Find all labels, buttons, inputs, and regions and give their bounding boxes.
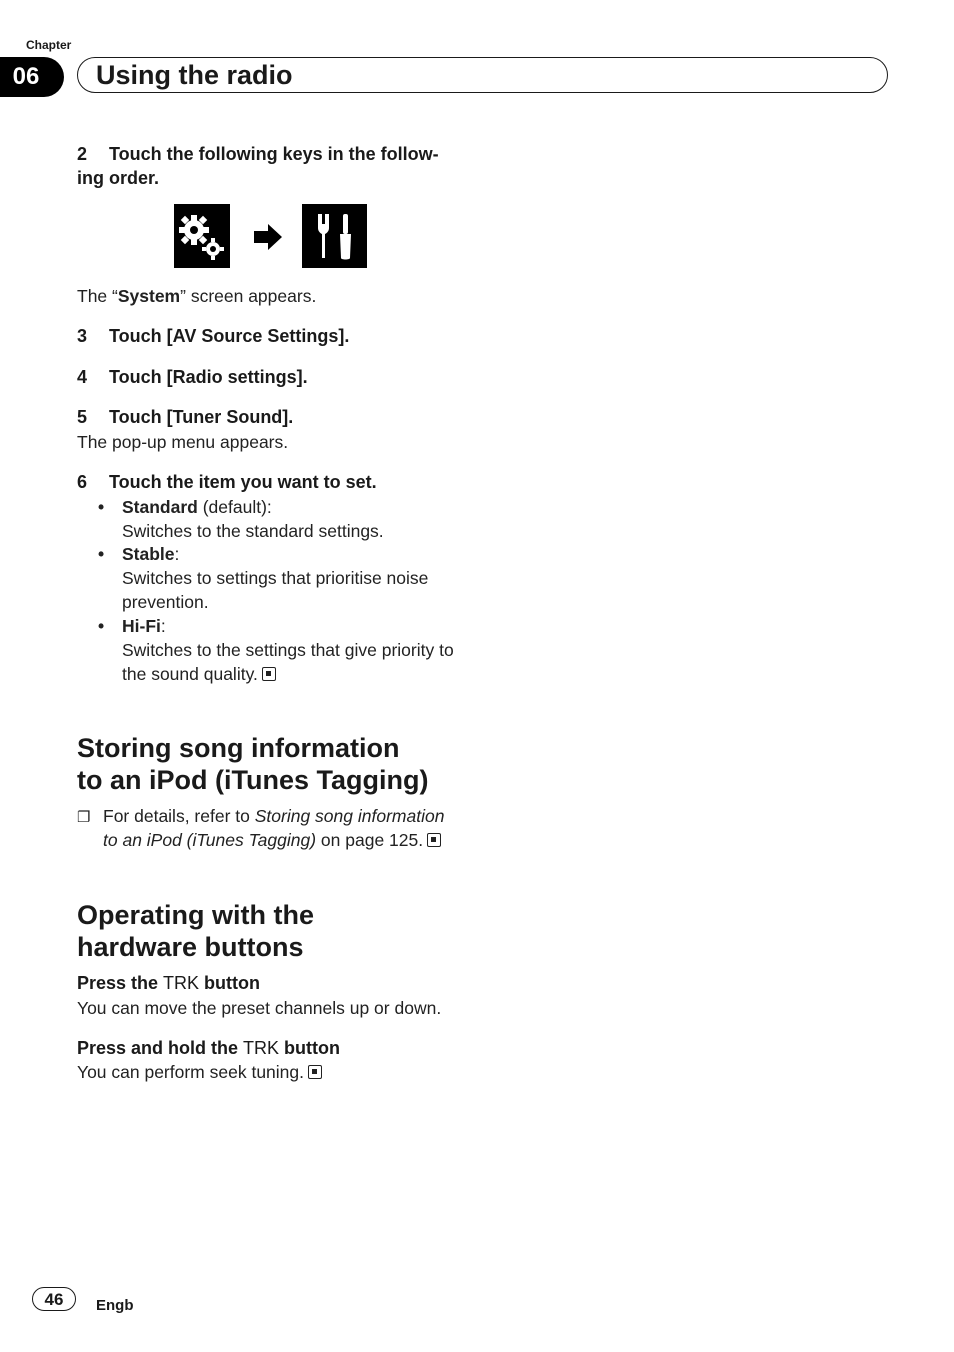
option-suffix: : [174, 544, 180, 564]
popup-note: The pop-up menu appears. [77, 432, 289, 452]
step-4 [77, 365, 308, 389]
option-name: Standard [122, 497, 198, 517]
ref-link[interactable]: Storing song information [254, 806, 445, 826]
heading-text: button [199, 973, 261, 993]
step-number: 4 [77, 367, 88, 387]
step-text: Touch the following keys in the follow- [109, 144, 439, 164]
step-number: 5 [77, 407, 88, 427]
option-suffix: : [160, 616, 166, 636]
right-arrow-icon [252, 222, 284, 252]
step-number: 6 [77, 472, 88, 492]
note-bold: System [117, 286, 181, 306]
chapter-label: Chapter [26, 38, 72, 52]
language-code: Engb [96, 1297, 134, 1314]
note-prefix: The “ [77, 286, 118, 306]
heading-text: button [279, 1038, 341, 1058]
ref-prefix: For details, refer to [103, 806, 255, 826]
title-line: to an iPod (iTunes Tagging) [77, 765, 429, 795]
step-6 [77, 470, 377, 494]
hold-trk-desc [77, 1060, 322, 1084]
option-desc: Switches to the settings that give priority to [122, 640, 454, 660]
itunes-reference [77, 804, 523, 852]
step-3 [77, 324, 349, 348]
gears-icon [174, 204, 230, 268]
bullet-icon: • [98, 544, 105, 564]
press-trk-heading [77, 971, 260, 995]
settings-key-icon [174, 204, 230, 268]
option-desc: Switches to the standard settings. [122, 521, 384, 541]
ref-link-cont[interactable]: to an iPod (iTunes Tagging) [103, 830, 317, 850]
chapter-title: Using the radio [77, 57, 888, 93]
step-text: Touch the item you want to set. [109, 472, 377, 492]
checkbox-icon: ❐ [77, 809, 91, 826]
trk-label: TRK [163, 973, 200, 993]
option-name: Stable [122, 544, 175, 564]
step-2 [77, 142, 439, 190]
system-key-icon [302, 204, 367, 268]
itunes-section-title [77, 732, 428, 796]
end-mark-icon [427, 833, 441, 847]
heading-text: Press the [77, 973, 164, 993]
system-screen-note [77, 284, 316, 308]
desc-text: You can perform seek tuning. [77, 1062, 304, 1082]
ref-suffix: on page 125. [316, 830, 424, 850]
option-desc-cont: the sound quality. [122, 664, 258, 684]
option-suffix: (default): [197, 497, 272, 517]
option-standard [98, 495, 384, 543]
option-stable [98, 542, 429, 614]
press-trk-desc: You can move the preset channels up or down. [77, 998, 442, 1018]
step-text: Touch [Tuner Sound]. [109, 407, 294, 427]
trk-label: TRK [243, 1038, 280, 1058]
step-5 [77, 405, 293, 429]
step-text-cont: ing order. [77, 168, 160, 188]
end-mark-icon [262, 667, 276, 681]
tools-icon [302, 204, 367, 268]
bullet-icon: • [98, 616, 105, 636]
step-number: 2 [77, 144, 88, 164]
end-mark-icon [308, 1065, 322, 1079]
note-suffix: ” screen appears. [180, 286, 317, 306]
title-line: hardware buttons [77, 932, 304, 962]
option-name: Hi-Fi [122, 616, 161, 636]
title-line: Operating with the [77, 900, 315, 930]
step-text: Touch [AV Source Settings]. [109, 326, 350, 346]
option-desc-cont: prevention. [122, 592, 209, 612]
page-number: 46 [32, 1287, 76, 1311]
step-number: 3 [77, 326, 88, 346]
option-hifi [98, 614, 454, 686]
hold-trk-heading [77, 1036, 340, 1060]
chapter-number: 06 [0, 57, 64, 97]
bullet-icon: • [98, 497, 105, 517]
title-line: Storing song information [77, 733, 400, 763]
heading-text: Press and hold the [77, 1038, 244, 1058]
step-text: Touch [Radio settings]. [109, 367, 308, 387]
hardware-section-title [77, 899, 314, 963]
option-desc: Switches to settings that prioritise noise [122, 568, 429, 588]
